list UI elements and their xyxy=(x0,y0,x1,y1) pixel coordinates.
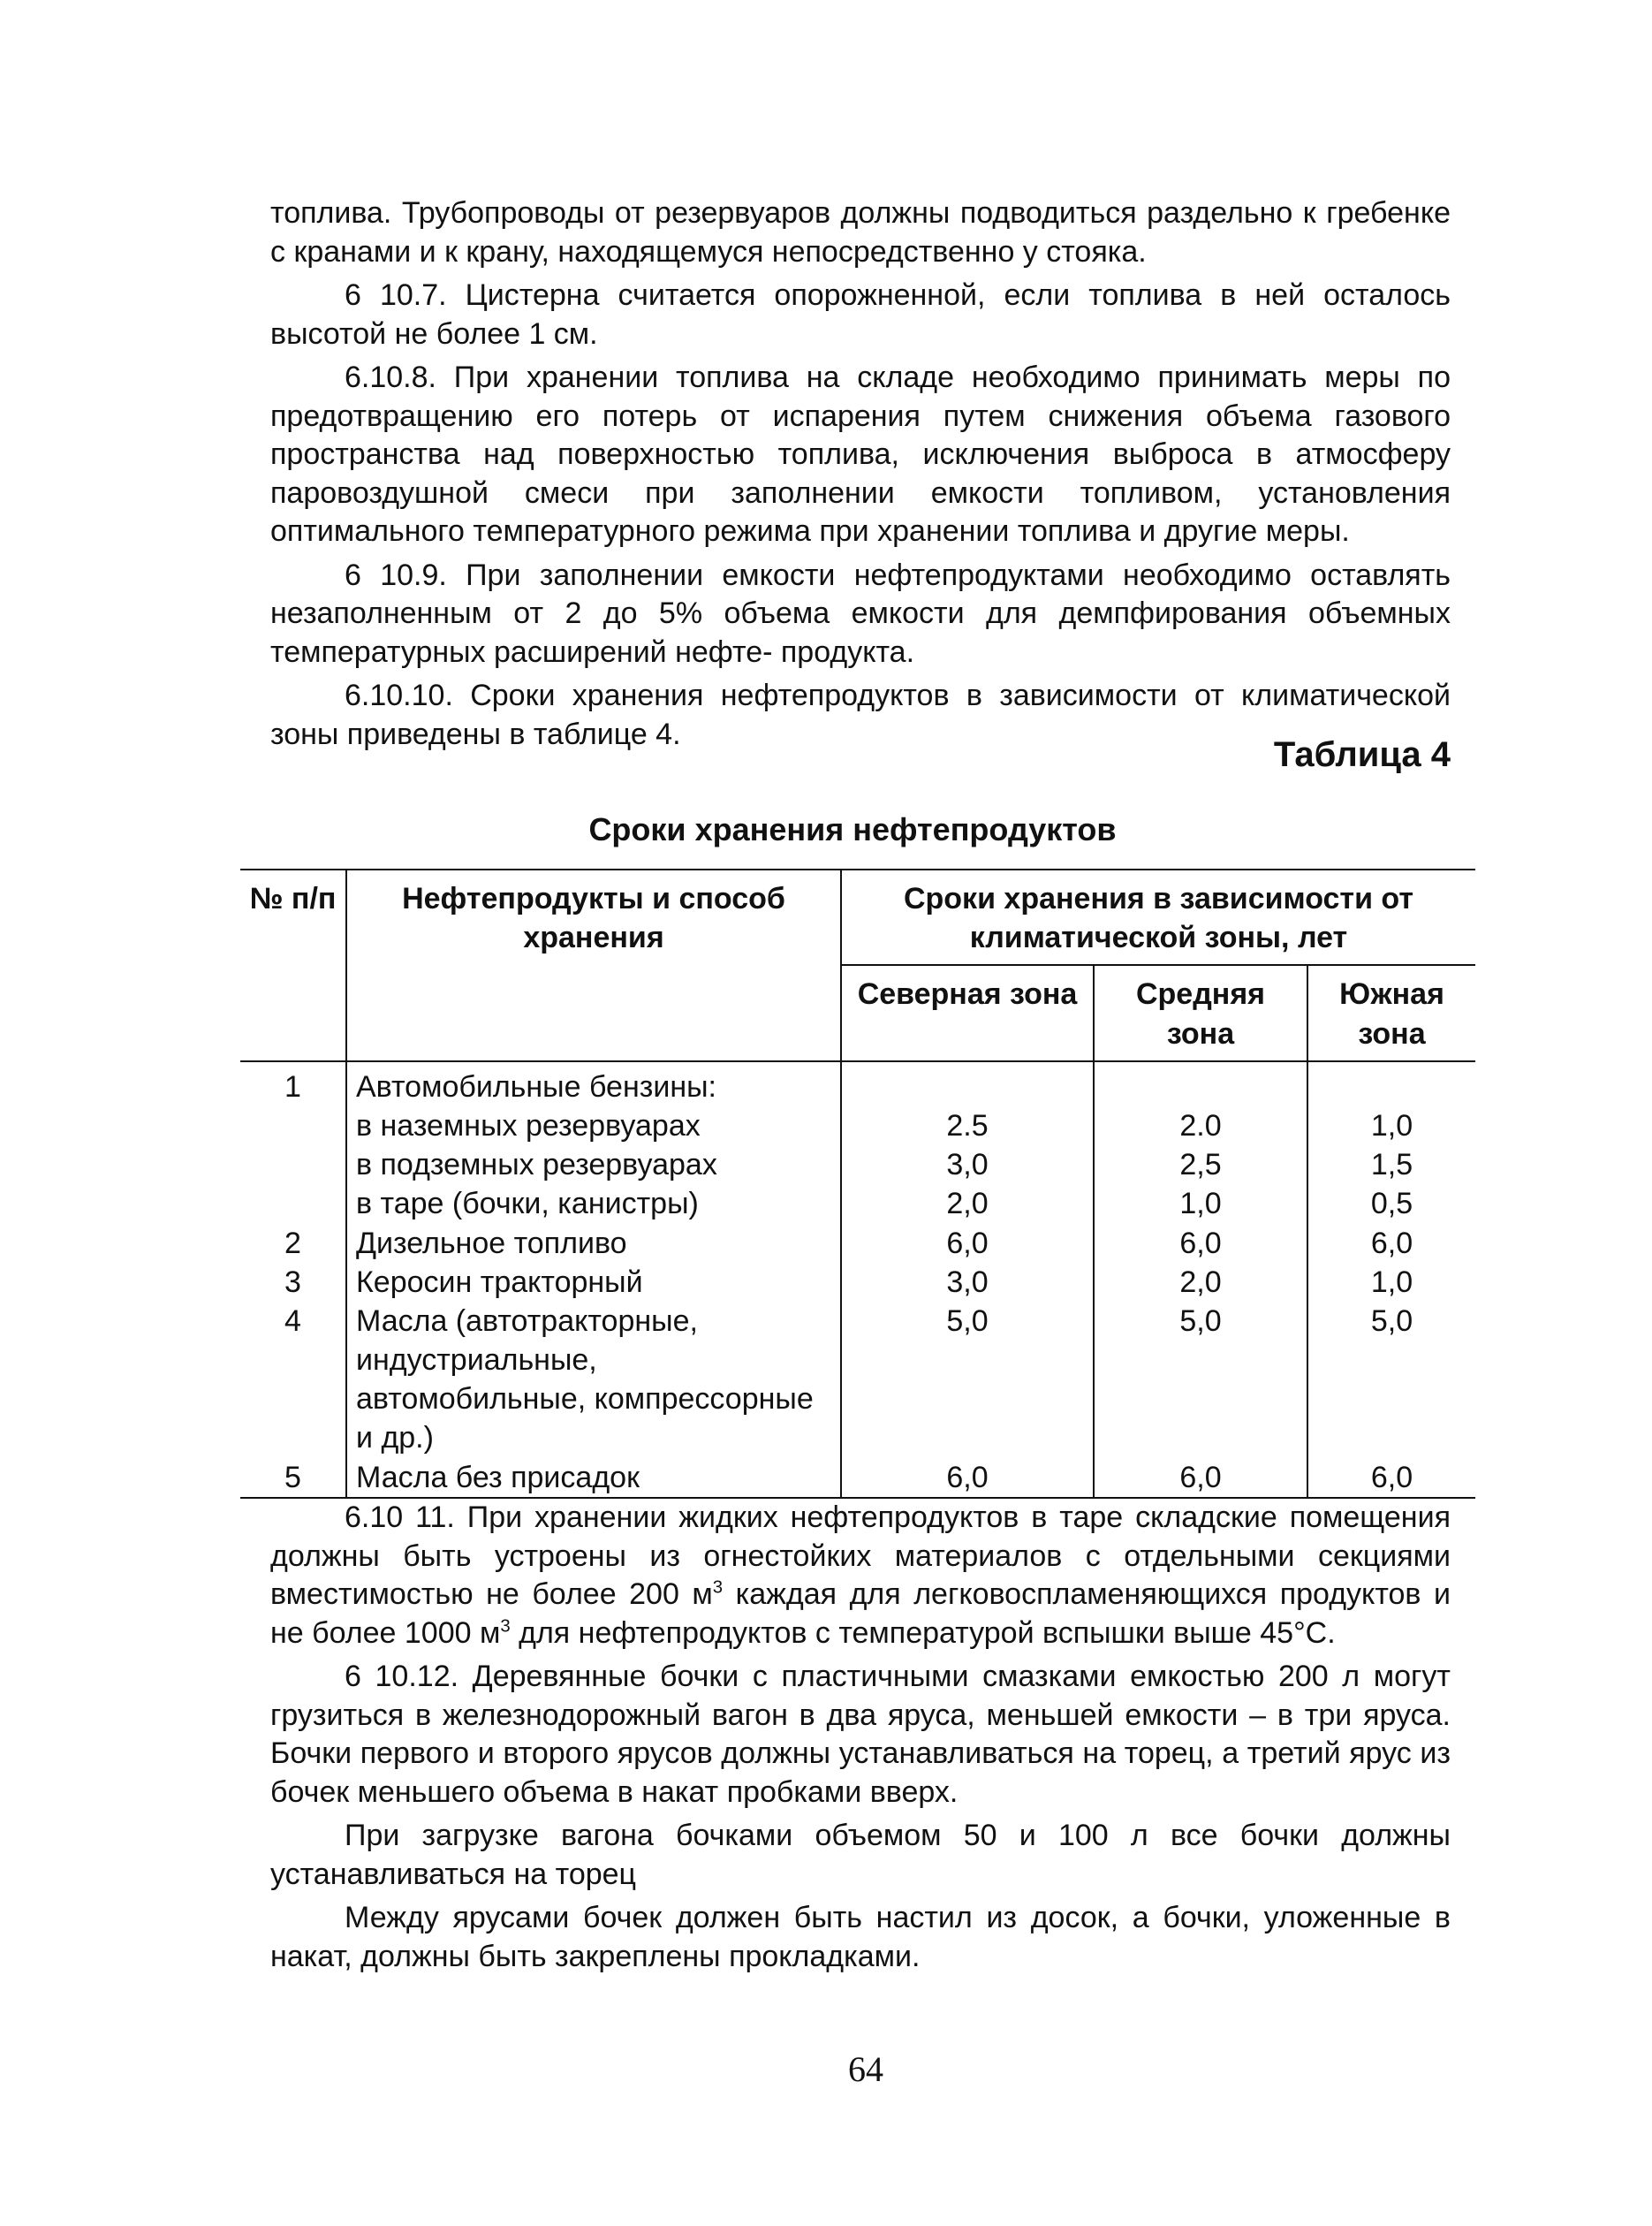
storage-terms-table xyxy=(240,869,1475,1499)
paragraph-6-10-11-part-1: 6.10 11. При хранении жидких нефтепродуктов в таре складские помещения должны быть устроены из огнестойких материалов с отдельными секциями вместимостью не более 200 м xyxy=(270,1500,1451,1612)
paragraph-continuation: топлива. Трубопроводы от резервуаров должны подводиться раздельно к гребенке с кранами и к крану, находящемуся непосредственно у стояка. xyxy=(270,196,1451,269)
paragraph-6-10-11 xyxy=(270,1499,1451,1652)
table-title: Сроки хранения нефтепродуктов xyxy=(588,811,1117,847)
paragraph-6-10-11-part-2: каждая для легковоспламеняющихся продуктов и не более 1000 м xyxy=(270,1577,1451,1650)
row-product: Керосин тракторный xyxy=(346,1263,841,1302)
row-middle-value: 6,0 xyxy=(1094,1224,1307,1263)
paragraph-tier-flooring: Между ярусами бочек должен быть настил из досок, а бочки, уложенные в накат, должны быть закреплены прокладками. xyxy=(270,1901,1451,1973)
row-product: Масла без присадок xyxy=(346,1458,841,1498)
table-row xyxy=(240,1263,1475,1302)
paragraph-6-10-8: 6.10.8. При хранении топлива на складе необходимо принимать меры по предотвращению его потерь от испарения путем снижения объема газового пространства над поверхностью топлива, исключения выброса в атмосферу паровоздушной смеси при заполнении емкости топливом, установления оптимального температурного режима при хранении топлива и другие меры. xyxy=(270,361,1451,549)
row-number: 4 xyxy=(284,1303,301,1338)
table-row xyxy=(240,1184,1475,1223)
header-number: № п/п xyxy=(240,870,346,1061)
table-label: Таблица 4 xyxy=(1273,735,1451,774)
row-middle-value: 2,0 xyxy=(1094,1263,1307,1302)
paragraph-6-10-9: 6 10.9. При заполнении емкости нефтепродуктами необходимо оставлять незаполненным от 2 до 5% объема емкости для демпфирования объемных температурных расширений нефте- продукта. xyxy=(270,558,1451,669)
table-row xyxy=(240,1145,1475,1184)
row-south-value: 6,0 xyxy=(1307,1224,1475,1263)
table-row xyxy=(240,1224,1475,1263)
row-product: в таре (бочки, канистры) xyxy=(346,1184,841,1223)
cubic-superscript: 3 xyxy=(500,1616,511,1637)
header-middle-zone: Средняя зона xyxy=(1094,965,1307,1060)
row-product: в наземных резервуарах xyxy=(346,1106,841,1145)
row-middle-value xyxy=(1094,1061,1307,1106)
paragraph-6-10-10: 6.10.10. Сроки хранения нефтепродуктов в зависимости от климатической зоны приведены в таблице 4. xyxy=(270,679,1451,751)
paragraph-6-10-11-part-3: для нефтепродуктов с температурой вспышки выше 45°С. xyxy=(510,1615,1336,1650)
table-row xyxy=(240,1458,1475,1498)
row-south-value: 1,0 xyxy=(1307,1106,1475,1145)
row-number xyxy=(240,1106,346,1145)
table-row xyxy=(240,1302,1475,1458)
row-north-value: 3,0 xyxy=(841,1263,1094,1302)
header-south-zone: Южная зона xyxy=(1307,965,1475,1060)
row-south-value xyxy=(1307,1061,1475,1106)
row-north-value: 6,0 xyxy=(841,1458,1094,1498)
row-south-value: 5,0 xyxy=(1307,1302,1475,1458)
header-storage-terms: Сроки хранения в зависимости от климатической зоны, лет xyxy=(841,870,1475,965)
row-number xyxy=(240,1145,346,1184)
row-middle-value: 1,0 xyxy=(1094,1184,1307,1223)
header-north-zone: Северная зона xyxy=(841,965,1094,1060)
row-north-value: 5,0 xyxy=(841,1302,1094,1458)
row-south-value: 0,5 xyxy=(1307,1184,1475,1223)
row-number xyxy=(240,1184,346,1223)
row-number: 3 xyxy=(284,1265,301,1299)
row-south-value: 6,0 xyxy=(1307,1458,1475,1498)
row-north-value: 3,0 xyxy=(841,1145,1094,1184)
header-product: Нефтепродукты и способ хранения xyxy=(346,870,841,1061)
row-north-value xyxy=(841,1061,1094,1106)
row-middle-value: 5,0 xyxy=(1094,1302,1307,1458)
row-south-value: 1,0 xyxy=(1307,1263,1475,1302)
cubic-superscript: 3 xyxy=(712,1577,724,1598)
row-north-value: 2,0 xyxy=(841,1184,1094,1223)
bottom-text-block xyxy=(270,1499,1451,1976)
row-south-value: 1,5 xyxy=(1307,1145,1475,1184)
table-header-row xyxy=(240,870,1475,965)
paragraph-6-10-7: 6 10.7. Цистерна считается опорожненной, если топлива в ней осталось высотой не более 1 см. xyxy=(270,278,1451,351)
row-number: 2 xyxy=(284,1226,301,1260)
table-row xyxy=(240,1061,1475,1106)
paragraph-wagon-loading: При загрузке вагона бочками объемом 50 и 100 л все бочки должны устанавливаться на торец xyxy=(270,1819,1451,1891)
paragraph-6-10-12: 6 10.12. Деревянные бочки с пластичными смазками емкостью 200 л могут грузиться в железнодорожный вагон в два яруса, меньшей емкости – в три яруса. Бочки первого и второго ярусов должны устанавливаться на торец, а третий ярус из бочек меньшего объема в накат пробками вверх. xyxy=(270,1660,1451,1809)
row-north-value: 2.5 xyxy=(841,1106,1094,1145)
row-middle-value: 2.0 xyxy=(1094,1106,1307,1145)
row-number: 5 xyxy=(240,1458,346,1498)
row-product: Автомобильные бензины: xyxy=(346,1061,841,1106)
table-row xyxy=(240,1106,1475,1145)
row-product: в подземных резервуарах xyxy=(346,1145,841,1184)
top-text-block xyxy=(270,194,1451,754)
row-number: 1 xyxy=(284,1069,301,1104)
row-middle-value: 2,5 xyxy=(1094,1145,1307,1184)
row-product: Дизельное топливо xyxy=(346,1224,841,1263)
page-number: 64 xyxy=(848,2049,883,2089)
row-product: Масла (автотракторные, индустриальные, автомобильные, компрессорные и др.) xyxy=(346,1302,841,1458)
row-north-value: 6,0 xyxy=(841,1224,1094,1263)
row-middle-value: 6,0 xyxy=(1094,1458,1307,1498)
